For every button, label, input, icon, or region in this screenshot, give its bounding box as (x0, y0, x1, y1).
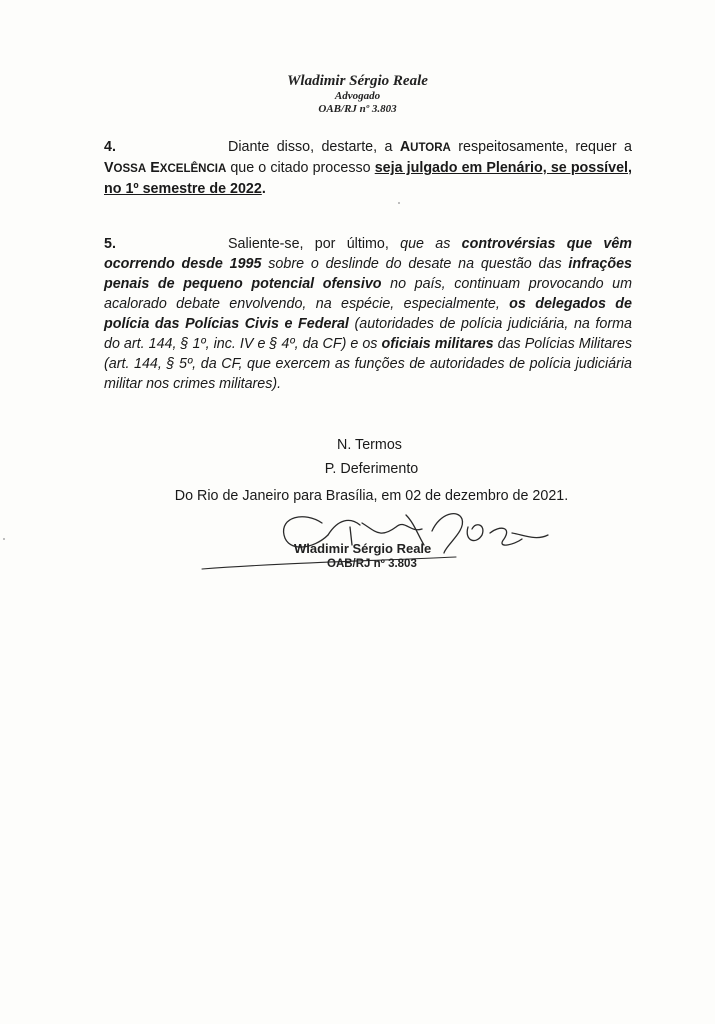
p5-s8: (autoridades de polícia judiciária, na forma do art. 144, § 1º, inc. IV e § 4º, da CF) e os (104, 316, 632, 352)
scan-speck (398, 202, 400, 204)
p4-request-underlined: seja julgado em Plenário, se possível, no 1º semestre de 2022 (104, 160, 633, 197)
p5-s9: oficiais militares (381, 336, 494, 352)
letterhead-oab: OAB/RJ nº 3.803 (318, 103, 397, 115)
p5-s7: os delegados de polícia das Polícias Civis e Federal (104, 296, 632, 332)
signature-stroke (512, 533, 548, 538)
letterhead-name: Wladimir Sérgio Reale (287, 73, 428, 89)
closing-n-termos: N. Termos (337, 437, 402, 453)
signature-stroke (490, 528, 522, 545)
p4-text-1: Diante disso, destarte, a (228, 139, 400, 155)
letterhead-role: Advogado (334, 90, 381, 102)
p5-s4: sobre o deslinde do desate na questão das (261, 256, 569, 272)
signature-name: Wladimir Sérgio Reale (294, 541, 432, 556)
closing-p-deferimento: P. Deferimento (324, 461, 419, 477)
signature-stroke (467, 525, 483, 541)
vossa-excelencia: VOSSA EXCELÊNCIA (104, 160, 227, 176)
p4-text-2: respeitosamente, requer a (450, 139, 632, 155)
p5-s3: controvérsias que vêm ocorrendo desde 1995 (104, 236, 633, 272)
paragraph-4 (104, 137, 632, 199)
p4-text-3: que o citado processo (226, 160, 375, 176)
p5-s10: das Polícias Militares (art. 144, § 5º, da CF, que exercem as funções de autoridades de polícia judiciária militar nos crimes militares). (104, 336, 633, 392)
letterhead (0, 72, 715, 116)
closing-place-date: Do Rio de Janeiro para Brasília, em 02 de dezembro de 2021. (174, 488, 569, 504)
paragraph-4-number: 4. (104, 139, 116, 155)
signature-oab: OAB/RJ nº 3.803 (327, 558, 417, 570)
paragraph-5-number: 5. (104, 236, 116, 252)
p5-s6: no país, continuam provocando um acalorado debate envolvendo, na espécie, especialmente, (104, 276, 632, 312)
p5-s5: infrações penais de pequeno potencial ofensivo (104, 256, 632, 292)
scan-speck (3, 538, 5, 540)
paragraph-5 (104, 234, 632, 394)
p5-s1: Saliente-se, por último, (228, 236, 401, 252)
signature-stroke (432, 514, 463, 553)
p5-s2: que as (400, 236, 462, 252)
autora-word: AUTORA (399, 139, 451, 155)
p4-end: . (261, 181, 266, 197)
